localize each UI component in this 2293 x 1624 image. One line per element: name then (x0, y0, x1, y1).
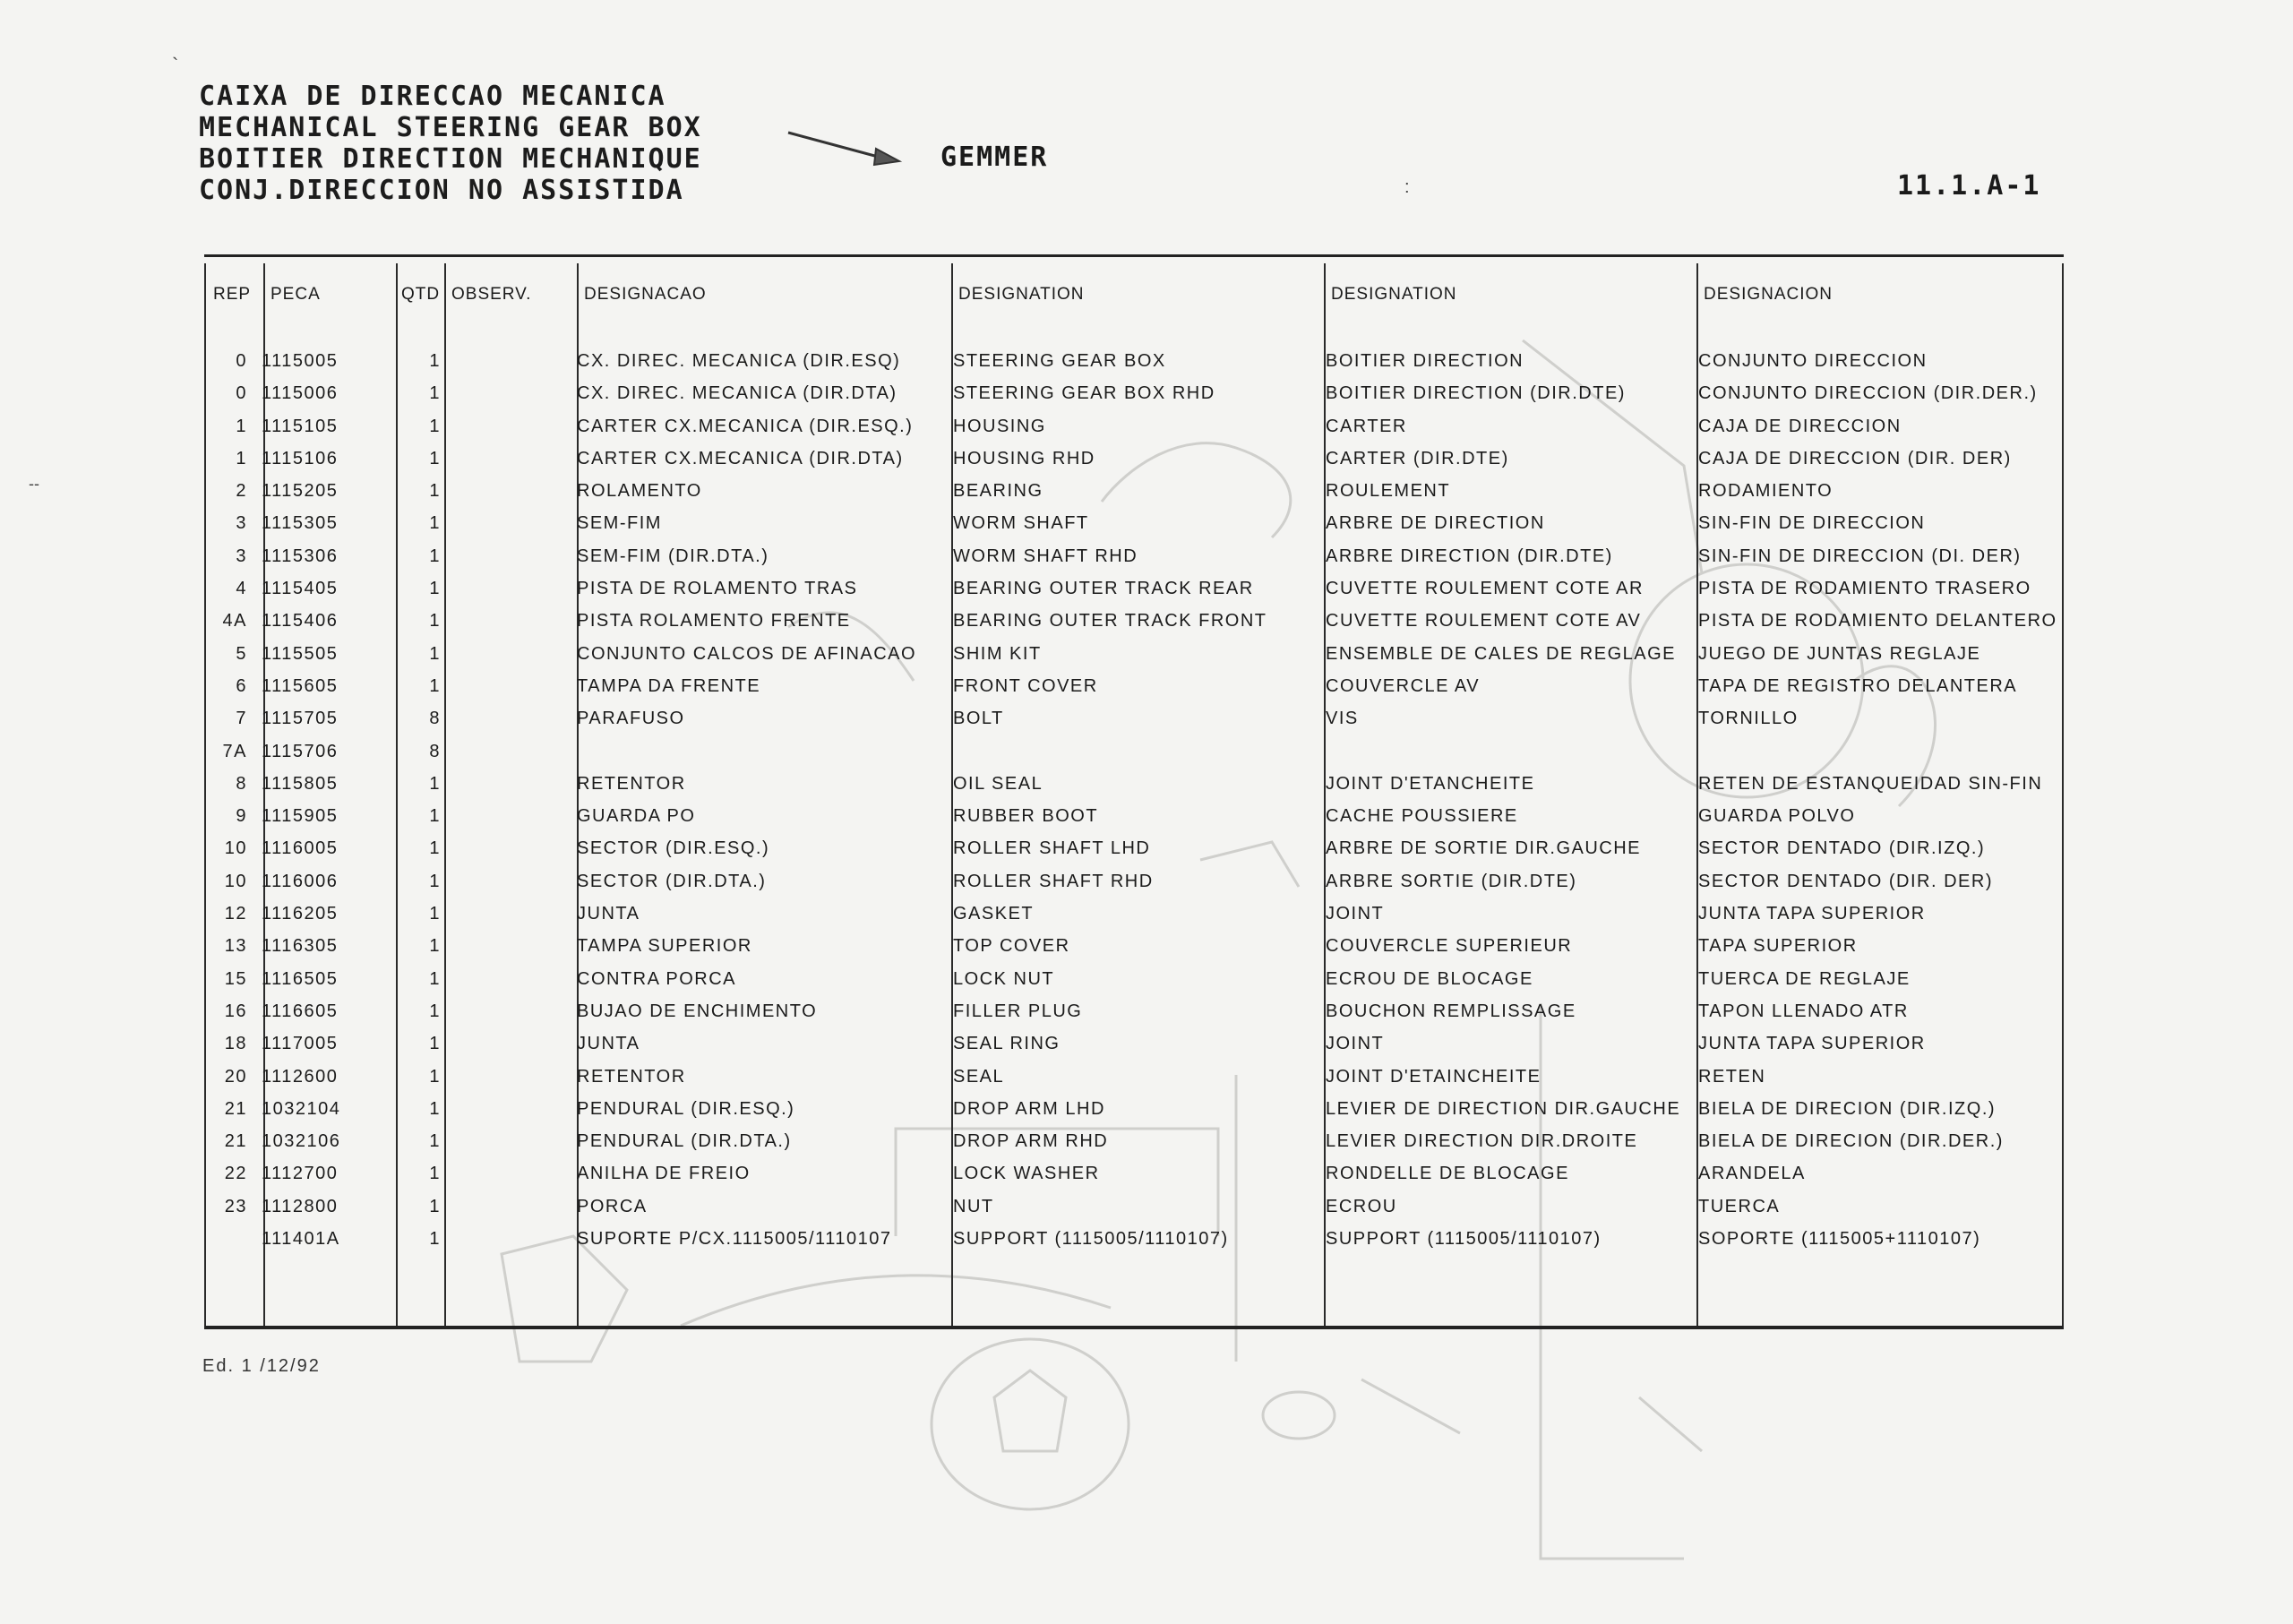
cell-designation-en: SEAL (953, 1066, 1005, 1087)
cell-designacion: BIELA DE DIRECION (DIR.DER.) (1698, 1131, 2004, 1152)
cell-designacion: SIN-FIN DE DIRECCION (DI. DER) (1698, 546, 2022, 566)
cell-designation-fr: ARBRE DE DIRECTION (1326, 513, 1545, 534)
cell-designation-en: BEARING (953, 481, 1043, 502)
cell-designacao: SECTOR (DIR.DTA.) (577, 871, 767, 891)
cell-designacion: PISTA DE RODAMIENTO TRASERO (1698, 579, 2031, 599)
cell-designation-en: HOUSING (953, 416, 1046, 436)
table-row (204, 1096, 2064, 1128)
cell-designacion: CONJUNTO DIRECCION (1698, 351, 1928, 371)
cell-designation-en: STEERING GEAR BOX (953, 351, 1166, 371)
cell-designation-en: FRONT COVER (953, 675, 1098, 696)
cell-designacao: SEM-FIM (577, 513, 662, 534)
cell-rep: 8 (236, 773, 247, 794)
cell-designation-fr: CUVETTE ROULEMENT COTE AR (1326, 579, 1644, 599)
cell-designacion: CAJA DE DIRECCION (DIR. DER) (1698, 448, 2012, 468)
cell-qtd: 1 (429, 806, 441, 827)
title-spanish: CONJ.DIRECCION NO ASSISTIDA (199, 175, 684, 206)
title-english: MECHANICAL STEERING GEAR BOX (199, 112, 702, 143)
cell-designation-en: FILLER PLUG (953, 1001, 1083, 1021)
cell-peca: 1115706 (262, 741, 339, 761)
table-row (204, 1291, 2064, 1323)
cell-designacao: PENDURAL (DIR.ESQ.) (577, 1098, 795, 1119)
cell-designation-fr: SUPPORT (1115005/1110107) (1326, 1229, 1602, 1250)
cell-peca: 1115406 (262, 611, 339, 632)
cell-rep: 0 (236, 383, 247, 404)
cell-designation-fr: CACHE POUSSIERE (1326, 806, 1518, 827)
table-row (204, 510, 2064, 542)
cell-qtd: 1 (429, 351, 441, 371)
table-row (204, 477, 2064, 510)
table-row (204, 543, 2064, 575)
cell-designation-en: WORM SHAFT (953, 513, 1089, 534)
cell-qtd: 1 (429, 675, 441, 696)
cell-designation-fr: CARTER (1326, 416, 1407, 436)
cell-designation-fr: COUVERCLE SUPERIEUR (1326, 936, 1573, 957)
cell-designacao: JUNTA (577, 904, 640, 924)
header-designation-en: DESIGNATION (958, 285, 1085, 304)
cell-peca: 1115105 (262, 416, 339, 436)
cell-rep: 10 (224, 838, 247, 859)
table-row (204, 803, 2064, 835)
table-row (204, 966, 2064, 998)
cell-designacao: CARTER CX.MECANICA (DIR.ESQ.) (577, 416, 914, 436)
cell-designacion: RODAMIENTO (1698, 481, 1834, 502)
cell-peca: 1115905 (262, 806, 339, 827)
cell-designation-fr: CUVETTE ROULEMENT COTE AV (1326, 611, 1642, 632)
cell-designation-en: ROLLER SHAFT RHD (953, 871, 1154, 891)
cell-designacion: CONJUNTO DIRECCION (DIR.DER.) (1698, 383, 2038, 404)
cell-rep: 9 (236, 806, 247, 827)
cell-designacion: TAPA SUPERIOR (1698, 936, 1858, 957)
cell-designacao: PISTA ROLAMENTO FRENTE (577, 611, 851, 632)
cell-designacion: TUERCA DE REGLAJE (1698, 968, 1911, 989)
cell-designacao: SEM-FIM (DIR.DTA.) (577, 546, 769, 566)
cell-qtd: 1 (429, 1001, 441, 1021)
header-designacion: DESIGNACION (1704, 285, 1834, 304)
cell-rep: 4 (236, 579, 247, 599)
cell-qtd: 1 (429, 611, 441, 632)
cell-peca: 1116605 (262, 1001, 339, 1021)
cell-peca: 1116305 (262, 936, 339, 957)
table-row (204, 738, 2064, 770)
cell-peca: 1115405 (262, 579, 339, 599)
cell-rep: 16 (224, 1001, 247, 1021)
cell-designation-en: BEARING OUTER TRACK FRONT (953, 611, 1267, 632)
cell-designation-fr: ARBRE DE SORTIE DIR.GAUCHE (1326, 838, 1642, 859)
cell-peca: 1115705 (262, 709, 339, 729)
cell-designacion: GUARDA POLVO (1698, 806, 1856, 827)
header-peca: PECA (271, 285, 321, 304)
cell-designation-en: SEAL RING (953, 1034, 1061, 1054)
cell-designation-en: SHIM KIT (953, 643, 1042, 664)
cell-designation-en: RUBBER BOOT (953, 806, 1099, 827)
table-row (204, 380, 2064, 412)
table-row (204, 900, 2064, 932)
cell-designation-fr: LEVIER DE DIRECTION DIR.GAUCHE (1326, 1098, 1681, 1119)
table-header-row (204, 285, 2064, 321)
cell-rep: 3 (236, 546, 247, 566)
cell-peca: 1115005 (262, 351, 339, 371)
cell-designacion: TUERCA (1698, 1196, 1781, 1216)
cell-qtd: 1 (429, 1196, 441, 1216)
cell-designacion: SECTOR DENTADO (DIR. DER) (1698, 871, 1993, 891)
cell-peca: 1112800 (262, 1196, 339, 1216)
cell-peca: 1116005 (262, 838, 339, 859)
cell-designacion: TORNILLO (1698, 709, 1799, 729)
cell-rep: 7 (236, 709, 247, 729)
cell-designation-en: LOCK WASHER (953, 1164, 1100, 1184)
cell-designacao: GUARDA PO (577, 806, 696, 827)
table-row (204, 1128, 2064, 1160)
table-row (204, 445, 2064, 477)
cell-qtd: 1 (429, 1131, 441, 1152)
cell-designation-fr: LEVIER DIRECTION DIR.DROITE (1326, 1131, 1638, 1152)
table-bottom-rule (204, 1326, 2064, 1329)
cell-designacao: ANILHA DE FREIO (577, 1164, 751, 1184)
cell-peca: 1117005 (262, 1034, 339, 1054)
cell-designation-fr: CARTER (DIR.DTE) (1326, 448, 1509, 468)
cell-designacion: ARANDELA (1698, 1164, 1806, 1184)
cell-designacao: ROLAMENTO (577, 481, 702, 502)
cell-designation-fr: BOITIER DIRECTION (DIR.DTE) (1326, 383, 1626, 404)
cell-peca: 1115205 (262, 481, 339, 502)
table-row (204, 1225, 2064, 1258)
cell-designation-fr: COUVERCLE AV (1326, 675, 1481, 696)
cell-designacao: CX. DIREC. MECANICA (DIR.ESQ) (577, 351, 901, 371)
cell-rep: 12 (224, 904, 247, 924)
table-row (204, 1193, 2064, 1225)
cell-designation-fr: JOINT D'ETANCHEITE (1326, 773, 1535, 794)
cell-qtd: 1 (429, 546, 441, 566)
cell-designacao: TAMPA SUPERIOR (577, 936, 752, 957)
header-observ: OBSERV. (451, 285, 532, 304)
cell-designacao: TAMPA DA FRENTE (577, 675, 761, 696)
table-row (204, 575, 2064, 607)
cell-designacion: SECTOR DENTADO (DIR.IZQ.) (1698, 838, 1986, 859)
cell-designation-en: TOP COVER (953, 936, 1070, 957)
cell-rep: 7A (222, 741, 247, 761)
cell-designacion: PISTA DE RODAMIENTO DELANTERO (1698, 611, 2057, 632)
cell-designacion: RETEN (1698, 1066, 1766, 1087)
cell-qtd: 1 (429, 968, 441, 989)
cell-rep: 23 (224, 1196, 247, 1216)
table-top-rule (204, 254, 2064, 257)
cell-peca: 1112600 (262, 1066, 339, 1087)
cell-peca: 1112700 (262, 1164, 339, 1184)
cell-designation-en: OIL SEAL (953, 773, 1043, 794)
table-row (204, 835, 2064, 867)
cell-qtd: 1 (429, 1229, 441, 1250)
pointer-arrow-icon (785, 125, 910, 170)
cell-designation-en: LOCK NUT (953, 968, 1055, 989)
cell-qtd: 1 (429, 416, 441, 436)
cell-designation-en: BEARING OUTER TRACK REAR (953, 579, 1254, 599)
title-portuguese: CAIXA DE DIRECCAO MECANICA (199, 81, 666, 112)
cell-qtd: 1 (429, 936, 441, 957)
stray-mark: ` (172, 54, 179, 76)
cell-qtd: 1 (429, 1034, 441, 1054)
cell-qtd: 1 (429, 579, 441, 599)
cell-designation-fr: BOITIER DIRECTION (1326, 351, 1524, 371)
cell-designation-en: HOUSING RHD (953, 448, 1095, 468)
cell-designation-fr: ARBRE DIRECTION (DIR.DTE) (1326, 546, 1613, 566)
cell-designacion: TAPA DE REGISTRO DELANTERA (1698, 675, 2018, 696)
table-row (204, 607, 2064, 640)
cell-designacao: CONTRA PORCA (577, 968, 737, 989)
cell-designacao: SECTOR (DIR.ESQ.) (577, 838, 770, 859)
cell-peca: 1115505 (262, 643, 339, 664)
cell-designacion: JUNTA TAPA SUPERIOR (1698, 904, 1926, 924)
cell-designacao: CONJUNTO CALCOS DE AFINACAO (577, 643, 917, 664)
cell-peca: 1116505 (262, 968, 339, 989)
header-titles (199, 81, 702, 206)
cell-designation-fr: ROULEMENT (1326, 481, 1451, 502)
cell-qtd: 1 (429, 383, 441, 404)
cell-designation-en: GASKET (953, 904, 1035, 924)
cell-rep: 3 (236, 513, 247, 534)
cell-designation-en: DROP ARM LHD (953, 1098, 1105, 1119)
cell-designation-fr: JOINT (1326, 904, 1385, 924)
cell-qtd: 1 (429, 1164, 441, 1184)
table-row (204, 413, 2064, 445)
cell-designation-en: STEERING GEAR BOX RHD (953, 383, 1215, 404)
cell-peca: 1115006 (262, 383, 339, 404)
cell-qtd: 1 (429, 1066, 441, 1087)
cell-designacao: JUNTA (577, 1034, 640, 1054)
cell-designation-en: NUT (953, 1196, 994, 1216)
cell-qtd: 1 (429, 481, 441, 502)
cell-designacao: PORCA (577, 1196, 648, 1216)
cell-peca: 1116006 (262, 871, 339, 891)
cell-rep: 21 (224, 1131, 247, 1152)
header-designation-fr: DESIGNATION (1331, 285, 1457, 304)
table-row (204, 770, 2064, 803)
cell-designacao: PENDURAL (DIR.DTA.) (577, 1131, 792, 1152)
table-body (204, 348, 2064, 1323)
cell-designation-en: WORM SHAFT RHD (953, 546, 1138, 566)
cell-designation-en: ROLLER SHAFT LHD (953, 838, 1151, 859)
cell-qtd: 1 (429, 1098, 441, 1119)
table-row (204, 1160, 2064, 1192)
cell-rep: 4A (222, 611, 247, 632)
cell-qtd: 1 (429, 643, 441, 664)
cell-qtd: 8 (429, 741, 441, 761)
cell-qtd: 1 (429, 448, 441, 468)
cell-rep: 5 (236, 643, 247, 664)
table-row (204, 1258, 2064, 1290)
table-row (204, 1063, 2064, 1096)
cell-peca: 1116205 (262, 904, 339, 924)
cell-designacion: JUNTA TAPA SUPERIOR (1698, 1034, 1926, 1054)
edition-date: Ed. 1 /12/92 (202, 1356, 321, 1376)
cell-qtd: 8 (429, 709, 441, 729)
cell-qtd: 1 (429, 871, 441, 891)
cell-designacao: BUJAO DE ENCHIMENTO (577, 1001, 818, 1021)
cell-designacao: PARAFUSO (577, 709, 685, 729)
cell-designation-en: SUPPORT (1115005/1110107) (953, 1229, 1229, 1250)
cell-rep: 0 (236, 351, 247, 371)
cell-peca: 1115605 (262, 675, 339, 696)
table-row (204, 1030, 2064, 1062)
cell-qtd: 1 (429, 904, 441, 924)
cell-designacion: CAJA DE DIRECCION (1698, 416, 1902, 436)
page-code: 11.1.A-1 (1897, 170, 2041, 202)
cell-rep: 1 (236, 416, 247, 436)
cell-peca: 1115306 (262, 546, 339, 566)
cell-designation-en: DROP ARM RHD (953, 1131, 1109, 1152)
cell-designacao: RETENTOR (577, 773, 686, 794)
cell-designation-fr: JOINT (1326, 1034, 1385, 1054)
table-row (204, 705, 2064, 737)
cell-designacion: SIN-FIN DE DIRECCION (1698, 513, 1926, 534)
cell-rep: 20 (224, 1066, 247, 1087)
cell-rep: 1 (236, 448, 247, 468)
cell-peca: 1115305 (262, 513, 339, 534)
cell-rep: 6 (236, 675, 247, 696)
table-row (204, 673, 2064, 705)
cell-rep: 22 (224, 1164, 247, 1184)
header-qtd: QTD (401, 285, 441, 304)
cell-rep: 10 (224, 871, 247, 891)
cell-qtd: 1 (429, 773, 441, 794)
table-row (204, 868, 2064, 900)
cell-designacao: PISTA DE ROLAMENTO TRAS (577, 579, 858, 599)
cell-designation-fr: BOUCHON REMPLISSAGE (1326, 1001, 1576, 1021)
cell-rep: 15 (224, 968, 247, 989)
cell-designacao: RETENTOR (577, 1066, 686, 1087)
table-row (204, 998, 2064, 1030)
cell-designacao: SUPORTE P/CX.1115005/1110107 (577, 1229, 892, 1250)
title-french: BOITIER DIRECTION MECHANIQUE (199, 143, 702, 175)
cell-designation-fr: RONDELLE DE BLOCAGE (1326, 1164, 1569, 1184)
parts-table (204, 254, 2064, 1333)
brand-label: GEMMER (940, 142, 1049, 173)
cell-peca: 1032104 (262, 1098, 341, 1119)
cell-peca: 1115106 (262, 448, 339, 468)
cell-peca: 1032106 (262, 1131, 341, 1152)
stray-mark: -- (29, 475, 39, 493)
cell-designation-fr: VIS (1326, 709, 1359, 729)
cell-rep: 2 (236, 481, 247, 502)
cell-rep: 13 (224, 936, 247, 957)
cell-designacao: CARTER CX.MECANICA (DIR.DTA) (577, 448, 904, 468)
stray-mark: : (1404, 177, 1410, 197)
cell-designacao: CX. DIREC. MECANICA (DIR.DTA) (577, 383, 897, 404)
cell-designation-fr: ENSEMBLE DE CALES DE REGLAGE (1326, 643, 1677, 664)
table-row (204, 932, 2064, 965)
table-row (204, 640, 2064, 673)
cell-designation-fr: JOINT D'ETAINCHEITE (1326, 1066, 1542, 1087)
cell-designacion: SOPORTE (1115005+1110107) (1698, 1229, 1981, 1250)
cell-designacion: JUEGO DE JUNTAS REGLAJE (1698, 643, 1981, 664)
header-designacao: DESIGNACAO (584, 285, 707, 304)
cell-peca: 111401A (262, 1229, 340, 1250)
cell-rep: 18 (224, 1034, 247, 1054)
cell-designation-en: BOLT (953, 709, 1004, 729)
table-row (204, 348, 2064, 380)
cell-designacion: RETEN DE ESTANQUEIDAD SIN-FIN (1698, 773, 2043, 794)
cell-designation-fr: ECROU (1326, 1196, 1397, 1216)
cell-peca: 1115805 (262, 773, 339, 794)
cell-designacion: BIELA DE DIRECION (DIR.IZQ.) (1698, 1098, 1997, 1119)
cell-designacion: TAPON LLENADO ATR (1698, 1001, 1909, 1021)
cell-qtd: 1 (429, 513, 441, 534)
cell-qtd: 1 (429, 838, 441, 859)
cell-rep: 21 (224, 1098, 247, 1119)
cell-designation-fr: ECROU DE BLOCAGE (1326, 968, 1533, 989)
cell-designation-fr: ARBRE SORTIE (DIR.DTE) (1326, 871, 1577, 891)
header-rep: REP (213, 285, 252, 304)
